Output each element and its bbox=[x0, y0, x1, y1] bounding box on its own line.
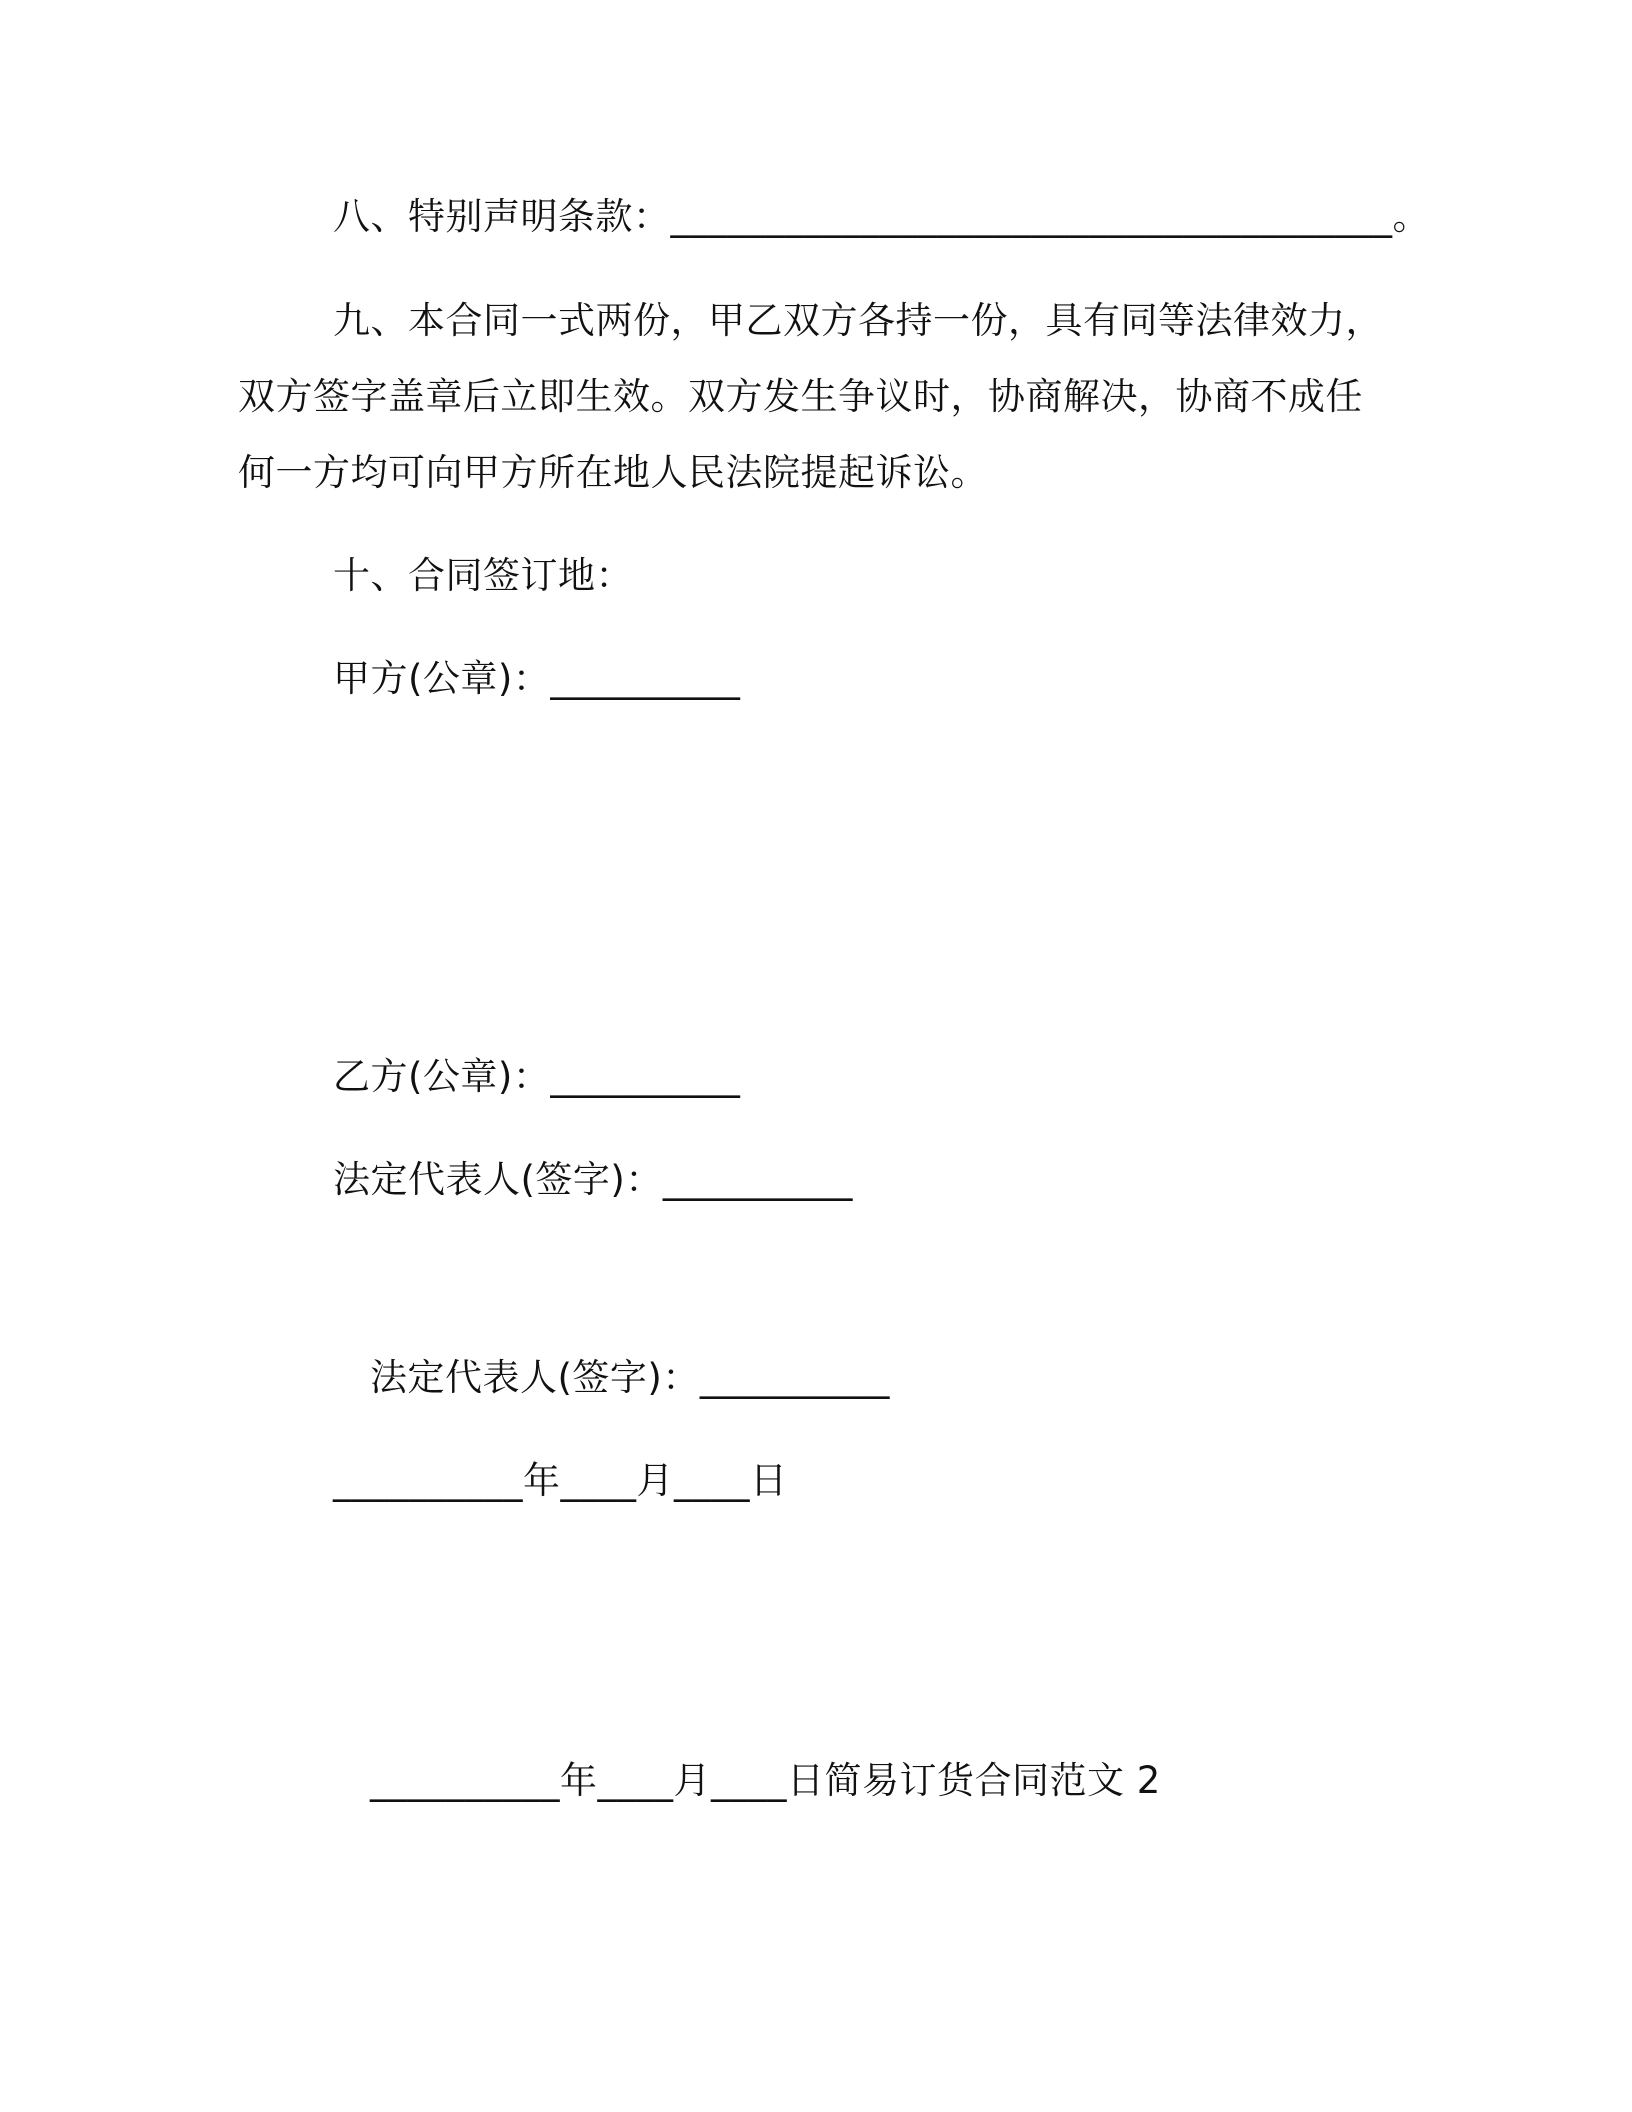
party-a-seal: 甲方(公章)：__________ bbox=[333, 657, 741, 700]
clause-10-signing-place: 十、合同签订地： bbox=[333, 554, 633, 597]
legal-representative-1: 法定代表人(签字)：__________ bbox=[333, 1158, 853, 1201]
clause-9-line-1: 九、本合同一式两份，甲乙双方各持一份，具有同等法律效力， bbox=[333, 299, 1383, 342]
party-b-seal: 乙方(公章)：__________ bbox=[333, 1055, 741, 1098]
clause-8-special-terms: 八、特别声明条款：______________________________________。 bbox=[333, 195, 1430, 238]
date-line-2-with-title: __________年____月____日简易订货合同范文 2 bbox=[370, 1759, 1161, 1802]
legal-representative-2: 法定代表人(签字)：__________ bbox=[370, 1356, 890, 1399]
date-line-1: __________年____月____日 bbox=[333, 1459, 788, 1502]
clause-9-line-2: 双方签字盖章后立即生效。双方发生争议时，协商解决，协商不成任 bbox=[238, 375, 1363, 418]
clause-9-line-3: 何一方均可向甲方所在地人民法院提起诉讼。 bbox=[238, 451, 988, 494]
